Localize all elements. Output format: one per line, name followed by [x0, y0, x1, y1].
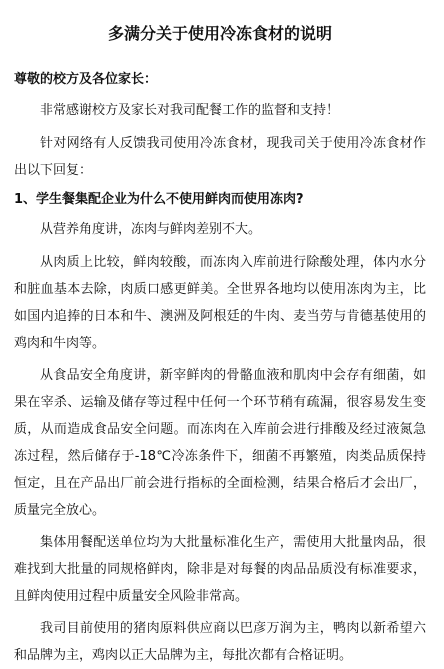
meat-quality-paragraph: 从肉质上比较，鲜肉较酸，而冻肉入库前进行除酸处理，体内水分和脏血基本去除，肉质口感更鲜美。全世界各地均以使用冻肉为主，比如国内追捧的日本和牛、澳洲及阿根廷的牛肉、麦当劳与肯德基使用的鸡肉和牛肉等。: [14, 255, 426, 351]
salutation: 尊敬的校方及各位家长：: [14, 72, 158, 87]
question-1-heading: 1、学生餐集配企业为什么不使用鲜肉而使用冻肉?: [14, 192, 304, 207]
nutrition-paragraph: 从营养角度讲，冻肉与鲜肉差别不大。: [40, 222, 262, 237]
food-safety-paragraph: 从食品安全角度讲，新宰鲜肉的骨骼血液和肌肉中会存有细菌，如果在宰杀、运输及储存等过程中任何一个环节稍有疏漏，很容易发生变质，从而造成食品安全问题。而冻肉在入库前会进行排酸及经过液氮急冻过程，然后储存于-18℃冷冻条件下，细菌不再繁殖，肉类品质保持恒定，且在产品出厂前会进行指标的全面检测，结果合格后才会出厂，质量完全放心。: [14, 368, 426, 518]
standardized-production-paragraph: 集体用餐配送单位均为大批量标准化生产，需使用大批量肉品，很难找到大批量的同规格鲜肉，除非是对每餐的肉品品质没有标准要求，且鲜肉使用过程中质量安全风险非常高。: [14, 535, 426, 604]
document-title: 多满分关于使用冷冻食材的说明: [107, 24, 332, 43]
thanks-paragraph: 非常感谢校方及家长对我司配餐工作的监督和支持！: [40, 103, 340, 118]
intro-paragraph: 针对网络有人反馈我司使用冷冻食材，现我司关于使用冷冻食材作出以下回复：: [14, 136, 426, 178]
suppliers-paragraph: 我司目前使用的猪肉原料供应商以巴彦万润为主，鸭肉以新希望六和品牌为主，鸡肉以正大品牌为主，每批次都有合格证明。: [14, 621, 426, 663]
